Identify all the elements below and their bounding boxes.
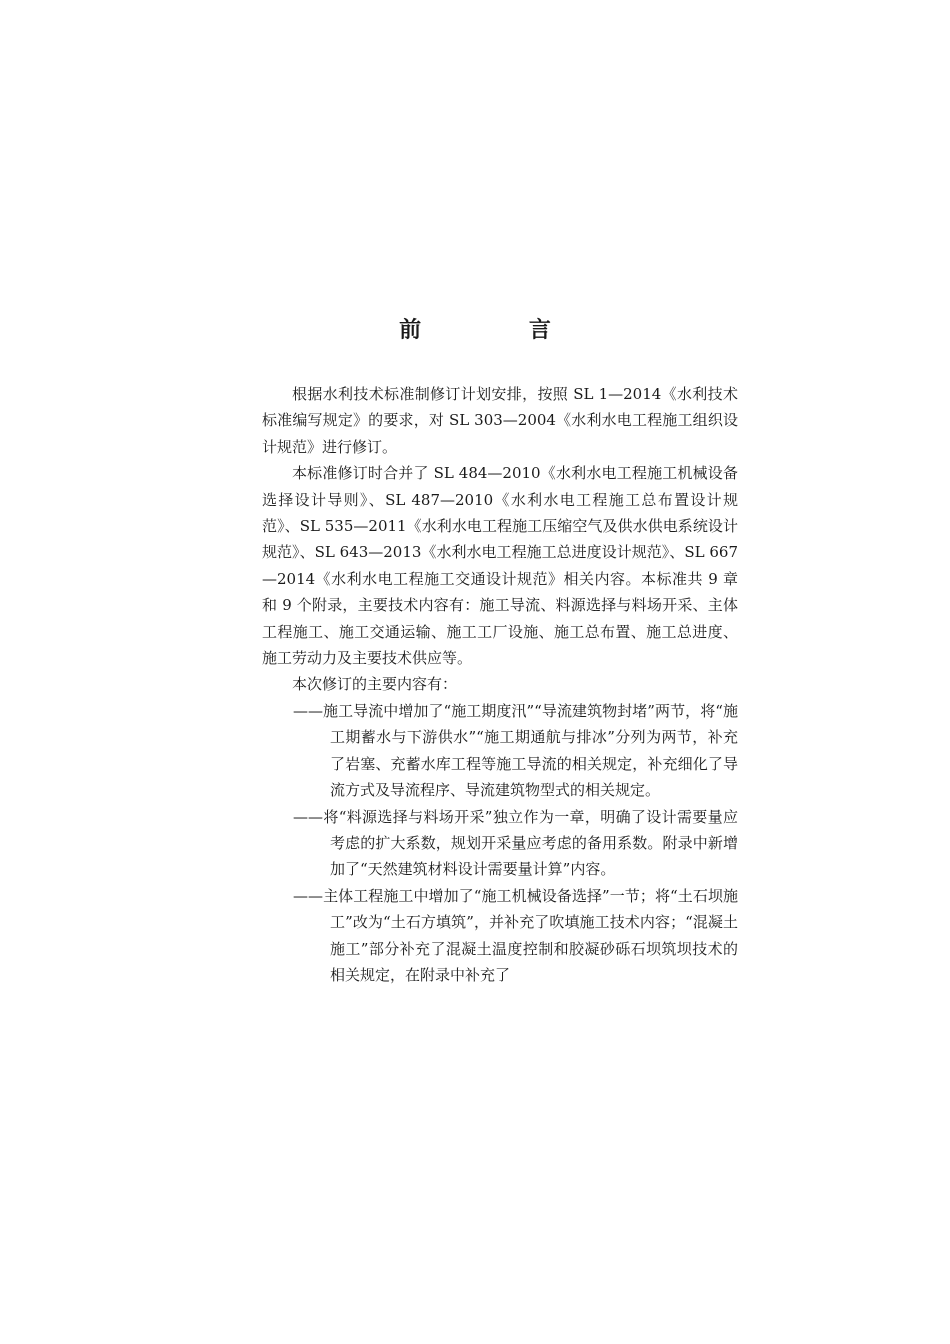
- page-title: 前 言: [399, 318, 601, 343]
- paragraph-merged-standards: 本标准修订时合并了 SL 484—2010《水利水电工程施工机械设备选择设计导则》、SL 487—2010《水利水电工程施工总布置设计规范》、SL 535—2011《水利水电工程施工压缩空气及供水供电系统设计规范》、SL 643—2013《水利水电工程施工总进度设计规范》、SL 667—2014《水利水电工程施工交通设计规范》相关内容。本标准共 9 章和 9 个附录，主要技术内容有：施工导流、料源选择与料场开采、主体工程施工、施工交通运输、施工工厂设施、施工总布置、施工总进度、施工劳动力及主要技术供应等。: [262, 464, 738, 668]
- list-item-diversion: ——施工导流中增加了“施工期度汛”“导流建筑物封堵”两节，将“施工期蓄水与下游供水”“施工期通航与排冰”分列为两节，补充了岩塞、充蓄水库工程等施工导流的相关规定，补充细化了导流方式及导流程序、导流建筑物型式的相关规定。: [293, 701, 738, 800]
- paragraph-main-changes-intro: 本次修订的主要内容有：: [292, 675, 458, 694]
- paragraph-revision-basis: 根据水利技术标准制修订计划安排，按照 SL 1—2014《水利技术标准编写规定》的要求，对 SL 303—2004《水利水电工程施工组织设计规范》进行修订。: [262, 385, 738, 456]
- body-text: [262, 381, 738, 988]
- list-item-main-works: ——主体工程施工中增加了“施工机械设备选择”一节；将“土石坝施工”改为“土石方填筑”，并补充了吹填施工技术内容；“混凝土施工”部分补充了混凝土温度控制和胶凝砂砾石坝筑坝技术的相关规定，在附录中补充了: [293, 886, 738, 984]
- list-item-material-source: ——将“料源选择与料场开采”独立作为一章，明确了设计需要量应考虑的扩大系数，规划开采量应考虑的备用系数。附录中新增加了“天然建筑材料设计需要量计算”内容。: [293, 807, 738, 879]
